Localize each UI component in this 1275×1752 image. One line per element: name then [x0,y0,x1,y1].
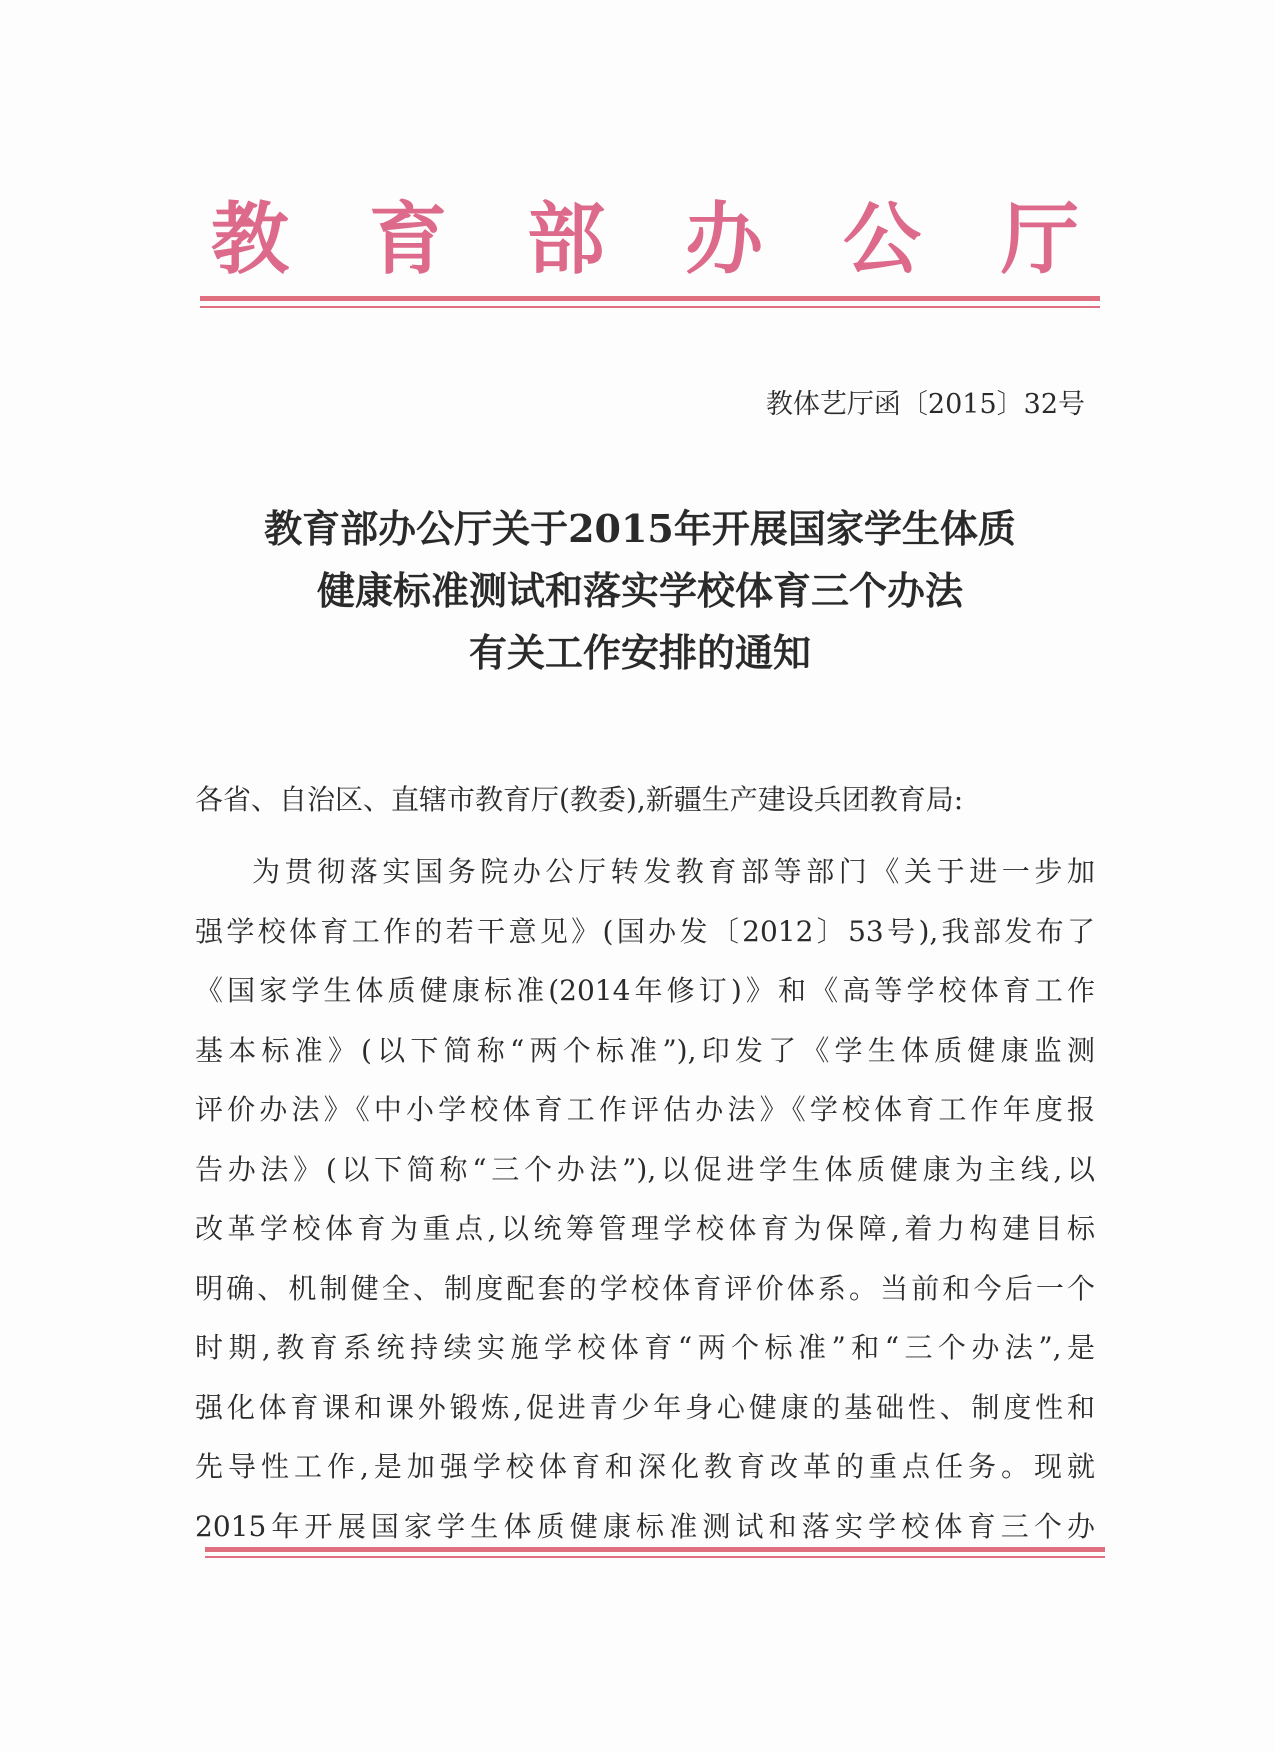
body-line: 时期,教育系统持续实施学校体育“两个标准”和“三个办法”,是 [195,1331,1095,1364]
footer-divider-thick [205,1547,1105,1552]
body-line: 改革学校体育为重点,以统筹管理学校体育为保障,着力构建目标 [195,1212,1095,1245]
header-char: 办 [684,194,763,285]
header-char: 育 [368,194,447,285]
body-line: 明确、机制健全、制度配套的学校体育评价体系。当前和今后一个 [195,1271,1095,1305]
body-line: 先导性工作,是加强学校体育和深化教育改革的重点任务。现就 [195,1450,1095,1483]
issuing-office-header [200,178,1090,288]
document-title [160,498,1120,684]
header-char: 部 [526,194,605,285]
title-line: 有关工作安排的通知 [468,630,811,675]
body-line: 《国家学生体质健康标准(2014年修订)》和《高等学校体育工作 [195,974,1095,1007]
header-divider-thin [200,306,1100,308]
title-line: 教育部办公厅关于2015年开展国家学生体质 [264,506,1016,551]
body-line: 评价办法》《中小学校体育工作评估办法》《学校体育工作年度报 [195,1093,1095,1126]
header-char: 公 [842,194,921,285]
salutation: 各省、自治区、直辖市教育厅(教委),新疆生产建设兵团教育局: [195,783,964,816]
body-line: 强化体育课和课外锻炼,促进青少年身心健康的基础性、制度性和 [195,1390,1095,1424]
body-paragraph [195,842,1095,1556]
header-char: 厅 [1000,194,1079,285]
body-line: 基本标准》(以下简称“两个标准”),印发了《学生体质健康监测 [195,1033,1095,1067]
document-number: 教体艺厅函〔2015〕32号 [765,389,1085,420]
header-divider-thick [200,296,1100,301]
body-line: 2015年开展国家学生体质健康标准测试和落实学校体育三个办 [195,1509,1095,1543]
title-line: 健康标准测试和落实学校体育三个办法 [316,568,963,613]
header-char: 教 [210,194,289,285]
footer-divider-thin [205,1556,1105,1558]
body-line: 告办法》(以下简称“三个办法”),以促进学生体质健康为主线,以 [195,1152,1095,1186]
body-line: 为贯彻落实国务院办公厅转发教育部等部门《关于进一步加 [252,855,1095,888]
body-line: 强学校体育工作的若干意见》(国办发〔2012〕53号),我部发布了 [195,914,1095,948]
